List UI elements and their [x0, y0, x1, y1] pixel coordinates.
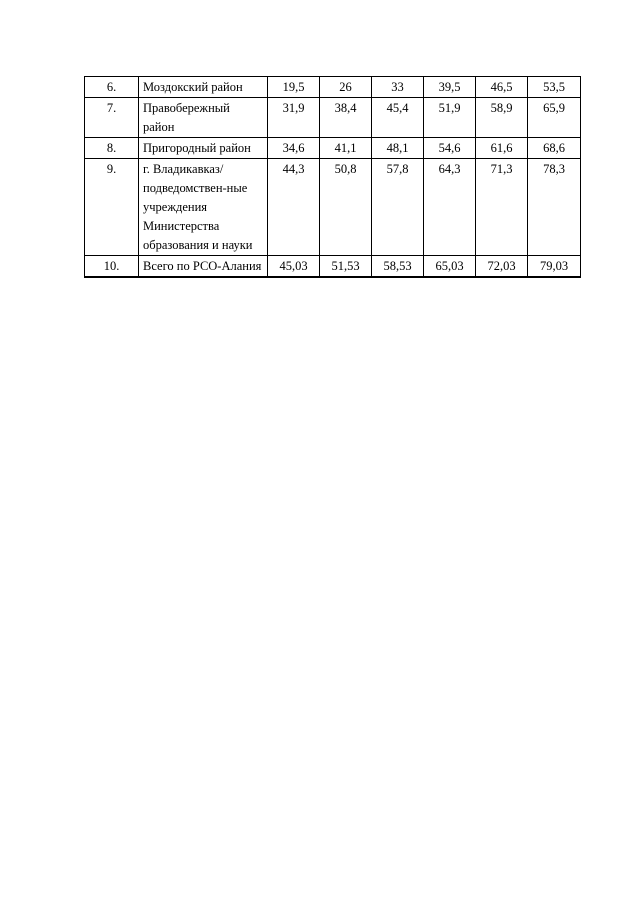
row-value: 45,4 [372, 98, 424, 138]
row-value: 65,9 [528, 98, 581, 138]
row-value: 58,53 [372, 256, 424, 278]
row-name: Правобережный район [139, 98, 268, 138]
row-value: 58,9 [476, 98, 528, 138]
row-value: 65,03 [424, 256, 476, 278]
row-value: 64,3 [424, 159, 476, 256]
row-name: Всего по РСО-Алания [139, 256, 268, 278]
row-value: 68,6 [528, 138, 581, 159]
row-value: 72,03 [476, 256, 528, 278]
row-number: 9. [85, 159, 139, 256]
row-value: 57,8 [372, 159, 424, 256]
row-number: 8. [85, 138, 139, 159]
row-value: 48,1 [372, 138, 424, 159]
row-value: 45,03 [268, 256, 320, 278]
row-value: 54,6 [424, 138, 476, 159]
row-value: 71,3 [476, 159, 528, 256]
row-value: 26 [320, 77, 372, 98]
table-row [85, 138, 581, 159]
row-name: Пригородный район [139, 138, 268, 159]
table-row [85, 98, 581, 138]
row-number: 6. [85, 77, 139, 98]
row-number: 10. [85, 256, 139, 278]
row-value: 38,4 [320, 98, 372, 138]
table-row [85, 159, 581, 256]
row-name: Моздокский район [139, 77, 268, 98]
row-value: 19,5 [268, 77, 320, 98]
row-value: 39,5 [424, 77, 476, 98]
row-number: 7. [85, 98, 139, 138]
row-value: 61,6 [476, 138, 528, 159]
row-value: 46,5 [476, 77, 528, 98]
row-name: г. Владикавказ/ подведомствен-ные учреждения Министерства образования и науки [139, 159, 268, 256]
row-value: 41,1 [320, 138, 372, 159]
row-value: 44,3 [268, 159, 320, 256]
row-value: 34,6 [268, 138, 320, 159]
row-value: 31,9 [268, 98, 320, 138]
row-value: 79,03 [528, 256, 581, 278]
row-value: 53,5 [528, 77, 581, 98]
table-row [85, 256, 581, 278]
row-value: 51,53 [320, 256, 372, 278]
row-value: 51,9 [424, 98, 476, 138]
table-row [85, 77, 581, 98]
row-value: 33 [372, 77, 424, 98]
data-table [84, 76, 581, 278]
row-value: 50,8 [320, 159, 372, 256]
row-value: 78,3 [528, 159, 581, 256]
